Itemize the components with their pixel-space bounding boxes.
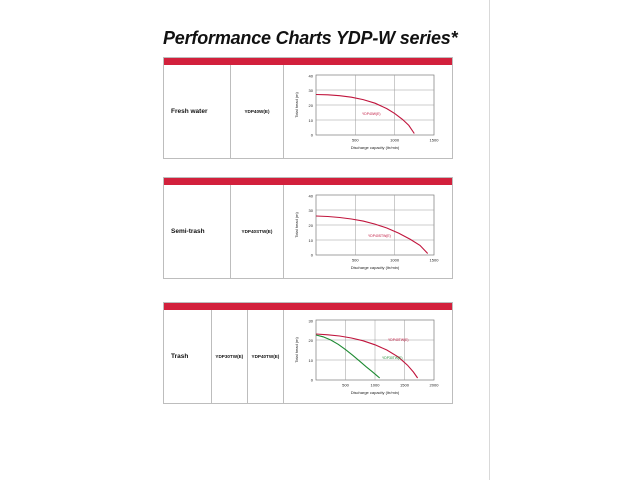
svg-text:0: 0 [310,377,313,383]
svg-text:1000: 1000 [370,382,380,388]
series-label-ydp40tw: YDP40TW(E) [387,338,409,342]
svg-text:30: 30 [308,208,313,213]
svg-text:40: 40 [308,73,313,79]
svg-text:1000: 1000 [390,137,400,143]
svg-text:Total head (m): Total head (m) [294,212,299,238]
chart-cell [284,310,452,403]
series-label-ydp40stw: YDP40STW(E) [368,234,391,238]
model-cell [231,185,284,278]
block-row [164,65,452,158]
model-cell-2 [248,310,284,403]
page-edge-rule [489,0,490,480]
svg-text:0: 0 [310,132,313,138]
svg-text:500: 500 [351,257,359,263]
block-header-bar [164,58,452,65]
model-label: YDP40STW(E) [241,229,273,234]
chart-block-fresh-water [163,57,453,159]
category-label-cell [164,310,212,403]
svg-text:10: 10 [308,358,313,363]
svg-text:2000: 2000 [429,382,439,388]
category-label-cell [164,185,231,278]
block-row [164,310,452,403]
chart-block-trash [163,302,453,404]
svg-text:Discharge capacity (ltr/min): Discharge capacity (ltr/min) [350,390,400,395]
svg-text:20: 20 [308,103,313,108]
model-label: YDP40W(E) [244,109,270,114]
page-title: Performance Charts YDP-W series* [163,28,458,48]
svg-text:1000: 1000 [390,257,400,263]
svg-text:1500: 1500 [429,257,439,263]
svg-text:20: 20 [308,223,313,228]
svg-text:Discharge capacity (ltr/min): Discharge capacity (ltr/min) [350,145,400,150]
chart-block-semi-trash [163,177,453,279]
category-label-cell [164,65,231,158]
svg-text:40: 40 [308,193,313,199]
svg-text:30: 30 [308,318,313,324]
svg-text:500: 500 [351,137,359,143]
block-row [164,185,452,278]
category-label: Trash [171,353,189,360]
svg-text:1500: 1500 [429,137,439,143]
chart-cell [284,65,452,158]
svg-text:20: 20 [308,338,313,343]
model-label: YDP40TW(E) [251,354,280,359]
svg-text:Discharge capacity (ltr/min): Discharge capacity (ltr/min) [350,265,400,270]
svg-text:1500: 1500 [400,382,409,388]
category-label: Semi-trash [171,228,205,235]
series-label-ydp40w: YDP40W(E) [362,112,381,116]
performance-chart-trash [288,314,448,400]
svg-text:30: 30 [308,88,313,93]
model-cell [231,65,284,158]
svg-text:500: 500 [342,382,349,388]
svg-text:10: 10 [308,118,313,123]
model-label: YDP30TW(E) [215,354,244,359]
svg-text:0: 0 [310,252,313,258]
svg-text:Total head (m): Total head (m) [294,92,299,118]
svg-text:Total head (m): Total head (m) [293,337,299,363]
chart-cell [284,185,452,278]
block-header-bar [164,178,452,185]
series-label-ydp30tw: YDP30TW(E) [381,356,403,360]
block-header-bar [164,303,452,310]
performance-chart-fresh-water [288,69,448,155]
model-cell-1 [212,310,248,403]
svg-text:10: 10 [308,238,313,243]
performance-chart-semi-trash [288,189,448,275]
category-label: Fresh water [171,108,208,115]
